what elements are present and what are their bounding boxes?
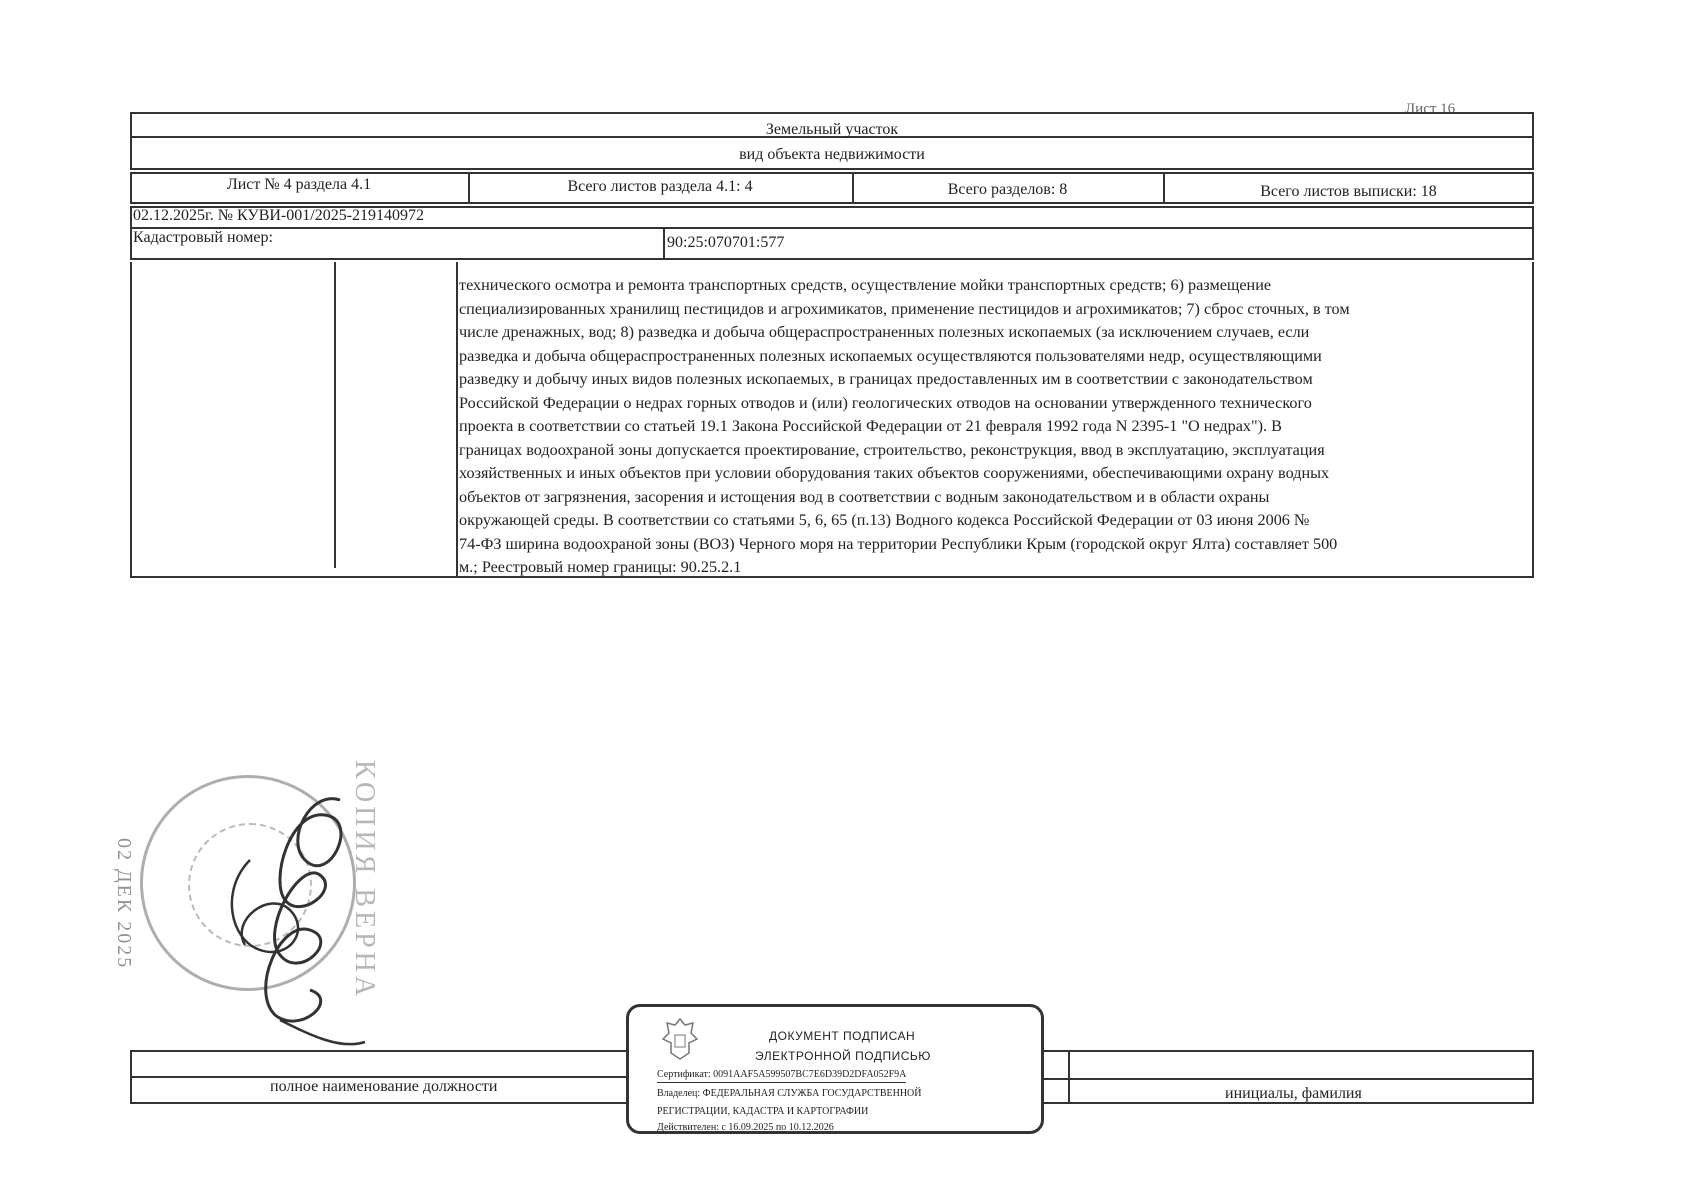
body-line: м.; Реестровый номер границы: 90.25.2.1 bbox=[459, 558, 742, 576]
body-line: границах водоохраной зоны допускается проектирование, строительство, реконструкция, ввод в эксплуатацию, эксплуатация bbox=[459, 440, 1325, 459]
handwritten-signature bbox=[190, 780, 380, 1070]
body-line: разведку и добычу иных видов полезных ископаемых, в границах предоставленных им в соответствии с законодательством bbox=[459, 370, 1313, 388]
body-col-divider-1 bbox=[334, 262, 336, 568]
body-line: Российской Федерации о недрах горных отводов и (или) геологических отводов на основании утвержденного технического bbox=[459, 393, 1312, 412]
total-sheets-section: Всего листов раздела 4.1: 4 bbox=[567, 178, 753, 195]
name-caption: инициалы, фамилия bbox=[1225, 1085, 1362, 1102]
cadastral-number: 90:25:070701:577 bbox=[667, 234, 785, 251]
body-text bbox=[459, 274, 1524, 580]
body-line: специализированных хранилищ пестицидов и агрохимикатов, применение пестицидов и агрохимикатов; 7) сброс сточных, в том bbox=[459, 299, 1350, 318]
body-line: проекта в соответствии со статьей 19.1 Закона Российской Федерации от 21 февраля 1992 года N 2395-1 "О недрах"). В bbox=[459, 417, 1282, 435]
esign-certificate: Сертификат: 0091AAF5A599507BC7E6D39D2DFA052F9A bbox=[657, 1069, 906, 1083]
esign-owner-1: Владелец: ФЕДЕРАЛЬНАЯ СЛУЖБА ГОСУДАРСТВЕННОЙ bbox=[657, 1088, 922, 1099]
esign-title-2: ЭЛЕКТРОННОЙ ПОДПИСЬЮ bbox=[755, 1049, 931, 1063]
total-sheets-extract: Всего листов выписки: 18 bbox=[1260, 183, 1437, 200]
total-sections: Всего разделов: 8 bbox=[947, 181, 1068, 198]
body-line: технического осмотра и ремонта транспортных средств, осуществление мойки транспортных средств; 6) размещение bbox=[459, 276, 1272, 294]
body-line: разведка и добыча общераспространенных полезных ископаемых осуществляются пользователями недр, осуществляющими bbox=[459, 346, 1322, 365]
object-type: Земельный участок bbox=[765, 121, 899, 138]
cadastral-label: Кадастровый номер: bbox=[133, 229, 273, 246]
cadastral-divider bbox=[663, 228, 665, 258]
emblem-icon bbox=[659, 1015, 701, 1063]
extract-divider bbox=[130, 227, 1534, 229]
body-col-divider-2 bbox=[456, 262, 458, 576]
stamp-date: 02 ДЕК 2025 bbox=[113, 838, 135, 970]
copy-verified-stamp: КОПИЯ ВЕРНА bbox=[349, 760, 380, 1001]
object-type-caption: вид объекта недвижимости bbox=[739, 146, 925, 163]
body-line: объектов от загрязнения, засорения и истощения вод в соответствии с водным законодательством и в области охраны bbox=[459, 487, 1270, 506]
sheet-of-section: Лист № 4 раздела 4.1 bbox=[226, 176, 372, 193]
extract-id: 02.12.2025г. № КУВИ-001/2025-219140972 bbox=[133, 207, 425, 224]
esign-title-1: ДОКУМЕНТ ПОДПИСАН bbox=[769, 1029, 916, 1043]
body-line: числе дренажных, вод; 8) разведка и добыча общераспространенных полезных ископаемых (за исключением случаев, если bbox=[459, 323, 1310, 341]
esign-valid: Действителен: с 16.09.2025 по 10.12.2026 bbox=[657, 1122, 834, 1133]
body-line: 74-ФЗ ширина водоохраной зоны (ВОЗ) Черного моря на территории Республики Крым (городской округ Ялта) составляет 500 bbox=[459, 534, 1338, 553]
electronic-signature-box bbox=[626, 1004, 1044, 1134]
esign-owner-2: РЕГИСТРАЦИИ, КАДАСТРА И КАРТОГРАФИИ bbox=[657, 1106, 869, 1117]
sheet-number: Лист 16 bbox=[1405, 101, 1456, 117]
body-line: хозяйственных и иных объектов при условии оборудования таких объектов сооружениями, обеспечивающими охрану водных bbox=[459, 464, 1330, 482]
position-caption: полное наименование должности bbox=[270, 1078, 498, 1095]
footer-row-divider-right bbox=[1040, 1078, 1534, 1080]
footer-col-divider bbox=[1068, 1052, 1070, 1102]
body-line: окружающей среды. В соответствии со статьями 5, 6, 65 (п.13) Водного кодекса Российской Федерации от 03 июня 2006 № bbox=[459, 511, 1310, 529]
